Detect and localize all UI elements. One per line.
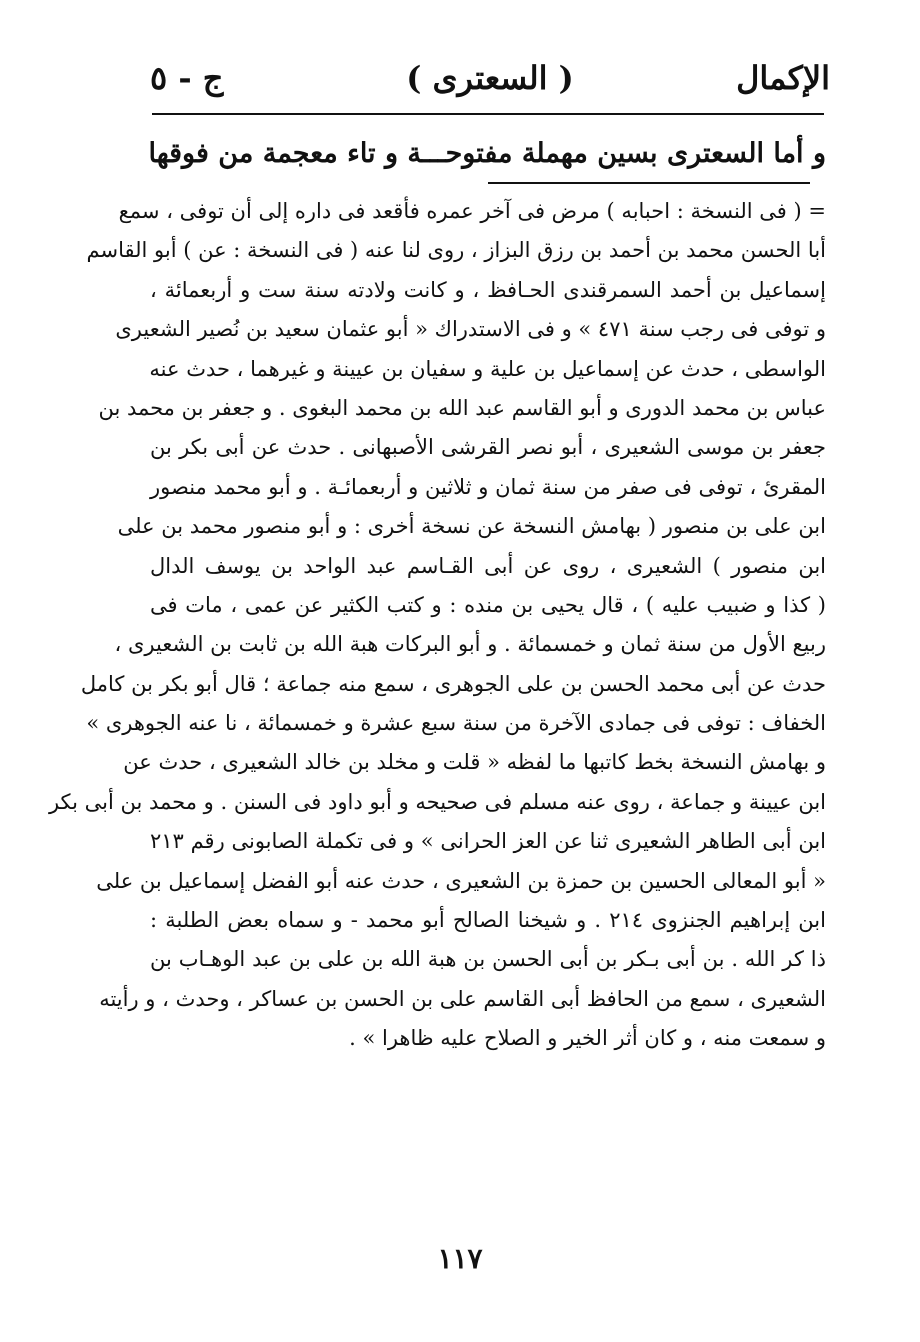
page-header (150, 58, 830, 106)
text-line: ابن على بن منصور ( بهامش النسخة عن نسخة أخرى : و أبو منصور محمد بن على (117, 514, 826, 539)
volume-number: ج - ٥ (150, 59, 224, 97)
text-line: ابن عيينة و جماعة ، روى عنه مسلم فى صحيحه و أبو داود فى السنن . و محمد بن أبى بكر (48, 789, 826, 814)
text-line: الخفاف : توفى فى جمادى الآخرة من سنة سبع عشرة و خمسمائة ، نا عنه الجوهرى » (86, 711, 826, 736)
text-line: الشعيرى ، سمع من الحافظ أبى القاسم على بن الحسن بن عساكر ، وحدث ، و رأيته (99, 986, 826, 1011)
footnote-text (48, 192, 826, 1059)
text-line: و توفى فى رجب سنة ٤٧١ » و فى الاستدراك « أبو عثمان سعيد بن نُصير الشعيرى (115, 317, 826, 342)
page-number: ١١٧ (437, 1242, 483, 1275)
text-line: ذا كر الله . بن أبى بـكر بن أبى الحسن بن هبة الله بن على بن عبد الوهـاب بن (150, 947, 826, 972)
text-line: جعفر بن موسى الشعيرى ، أبو نصر القرشى الأصبهانى . حدث عن أبى بكر بن (150, 435, 826, 460)
running-title: الإكمال (736, 59, 830, 97)
text-line: أبا الحسن محمد بن أحمد بن رزق البزاز ، روى لنا عنه ( فى النسخة : عن ) أبو القاسم (86, 238, 826, 263)
text-line: حدث عن أبى محمد الحسن بن على الجوهرى ، سمع منه جماعة ؛ قال أبو بكر بن كامل (80, 671, 826, 696)
header-rule (152, 113, 824, 115)
text-line: ( كذا و ضبيب عليه ) ، قال يحيى بن منده : و كتب الكثير عن عمى ، مات فى (150, 592, 826, 617)
text-line: ابن أبى الطاهر الشعيرى ثنا عن العز الحرانى » و فى تكملة الصابونى رقم ٢١٣ (150, 829, 826, 854)
text-line: ابن منصور ) الشعيرى ، روى عن أبى القـاسم عبد الواحد بن يوسف الدال (150, 553, 826, 578)
text-line: ابن إبراهيم الجنزوى ٢١٤ . و شيخنا الصالح أبو محمد - و سماه بعض الطلبة : (150, 908, 826, 933)
text-line: = ( فى النسخة : احبابه ) مرض فى آخر عمره فأقعد فى داره إلى أن توفى ، سمع (118, 199, 826, 223)
text-line: « أبو المعالى الحسين بن حمزة بن الشعيرى ، حدث عنه أبو الفضل إسماعيل بن على (96, 868, 826, 893)
text-line: ربيع الأول من سنة ثمان و خمسمائة . و أبو البركات هبة الله بن ثابت بن الشعيرى ، (114, 632, 826, 657)
text-line: المقرئ ، توفى فى صفر من سنة ثمان و ثلاثين و أربعمائـة . و أبو محمد منصور (150, 474, 826, 499)
main-text-line: و أما السعترى بسين مهملة مفتوحـــة و تاء معجمة من فوقها (148, 138, 826, 169)
entry-heading: ( السعترى ) (406, 59, 574, 97)
text-line: و سمعت منه ، و كان أثر الخير و الصلاح عليه ظاهرا » . (349, 1026, 826, 1051)
text-line: الواسطى ، حدث عن إسماعيل بن علية و سفيان بن عيينة و غيرهما ، حدث عنه (149, 356, 826, 381)
text-line: عباس بن محمد الدورى و أبو القاسم عبد الله بن محمد البغوى . و جعفر بن محمد بن (98, 395, 826, 420)
footnote-separator (488, 182, 810, 184)
text-line: إسماعيل بن أحمد السمرقندى الحـافظ ، و كانت ولادته سنة ست و أربعمائة ، (150, 277, 826, 302)
text-line: و بهامش النسخة بخط كاتبها ما لفظه « قلت و مخلد بن خالد الشعيرى ، حدث عن (123, 750, 826, 775)
